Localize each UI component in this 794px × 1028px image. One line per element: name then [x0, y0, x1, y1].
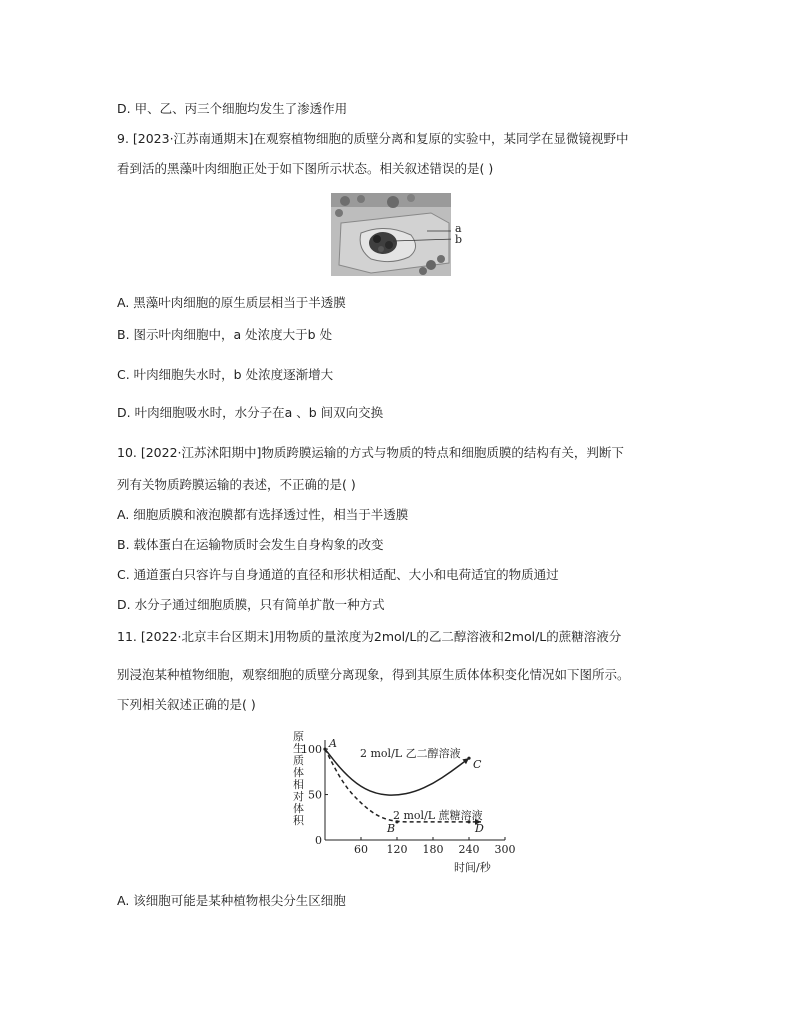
series-label-ethylene-glycol: 2 mol/L 乙二醇溶液 — [360, 747, 461, 760]
chart-svg — [290, 728, 520, 878]
option-10d: D. 水分子通过细胞质膜，只有简单扩散一种方式 — [117, 597, 385, 612]
y-axis-label-char: 对 — [293, 790, 304, 803]
y-axis-label-char: 体 — [293, 802, 304, 815]
option-10a: A. 细胞质膜和液泡膜都有选择透过性，相当于半透膜 — [117, 507, 409, 522]
x-tick-label: 240 — [458, 843, 480, 856]
micrograph-label-b: b — [455, 233, 463, 246]
question-10-stem-line1: 10. [2022·江苏沭阳期中]物质跨膜运输的方式与物质的特点和细胞质膜的结构有关，判断下 — [117, 445, 624, 460]
x-tick-label: 60 — [354, 843, 368, 856]
option-9b: B. 图示叶肉细胞中，a 处浓度大于b 处 — [117, 327, 333, 342]
x-axis-label: 时间/秒 — [454, 861, 491, 874]
question-11-stem-line1: 11. [2022·北京丰台区期末]用物质的量浓度为2mol/L的乙二醇溶液和2mol/L的蔗糖溶液分 — [117, 629, 622, 644]
micrograph-label-a: a — [455, 222, 462, 235]
question-10-stem-line2: 列有关物质跨膜运输的表述，不正确的是( ) — [117, 477, 356, 492]
option-11a: A. 该细胞可能是某种植物根尖分生区细胞 — [117, 893, 346, 908]
y-axis-label-char: 相 — [293, 778, 304, 791]
y-tick-label: 0 — [315, 834, 322, 847]
option-8d: D. 甲、乙、丙三个细胞均发生了渗透作用 — [117, 101, 348, 116]
question-11-stem-line3: 下列相关叙述正确的是( ) — [117, 697, 256, 712]
y-axis-label-char: 生 — [293, 742, 304, 755]
point-label-a: A — [329, 737, 337, 751]
option-10c: C. 通道蛋白只容许与自身通道的直径和形状相适配、大小和电荷适宜的物质通过 — [117, 567, 559, 582]
question-9-stem-line1: 9. [2023·江苏南通期末]在观察植物细胞的质壁分离和复原的实验中，某同学在显微镜视野中 — [117, 131, 629, 146]
y-axis-label-char: 原 — [293, 730, 304, 743]
point-label-b: B — [387, 821, 396, 835]
x-tick-label: 300 — [494, 843, 516, 856]
protoplast-volume-chart — [290, 728, 520, 878]
point-marker-a — [323, 747, 326, 750]
option-9c: C. 叶肉细胞失水时，b 处浓度逐渐增大 — [117, 367, 334, 382]
option-9d: D. 叶肉细胞吸水时，水分子在a 、b 间双向交换 — [117, 405, 384, 420]
option-10b: B. 载体蛋白在运输物质时会发生自身构象的改变 — [117, 537, 384, 552]
y-tick-label: 50 — [308, 788, 322, 802]
option-9a: A. 黑藻叶肉细胞的原生质层相当于半透膜 — [117, 295, 346, 310]
y-axis-label-char: 体 — [293, 766, 304, 779]
y-axis-label-char: 质 — [293, 754, 304, 767]
x-tick-label: 120 — [386, 843, 408, 856]
point-marker-c — [467, 757, 470, 760]
y-tick-label: 100 — [301, 743, 322, 757]
series-label-sucrose: 2 mol/L 蔗糖溶液 — [393, 809, 483, 822]
point-label-c: C — [473, 758, 482, 772]
point-label-d: D — [475, 821, 484, 835]
micrograph-drawing — [331, 193, 451, 276]
question-9-stem-line2: 看到活的黑藻叶肉细胞正处于如下图所示状态。相关叙述错误的是( ) — [117, 161, 494, 176]
micrograph-image — [331, 193, 451, 276]
question-11-stem-line2: 别浸泡某种植物细胞，观察细胞的质壁分离现象，得到其原生质体体积变化情况如下图所示。 — [117, 667, 630, 682]
y-axis-label-char: 积 — [293, 814, 304, 827]
x-tick-label: 180 — [422, 843, 444, 856]
